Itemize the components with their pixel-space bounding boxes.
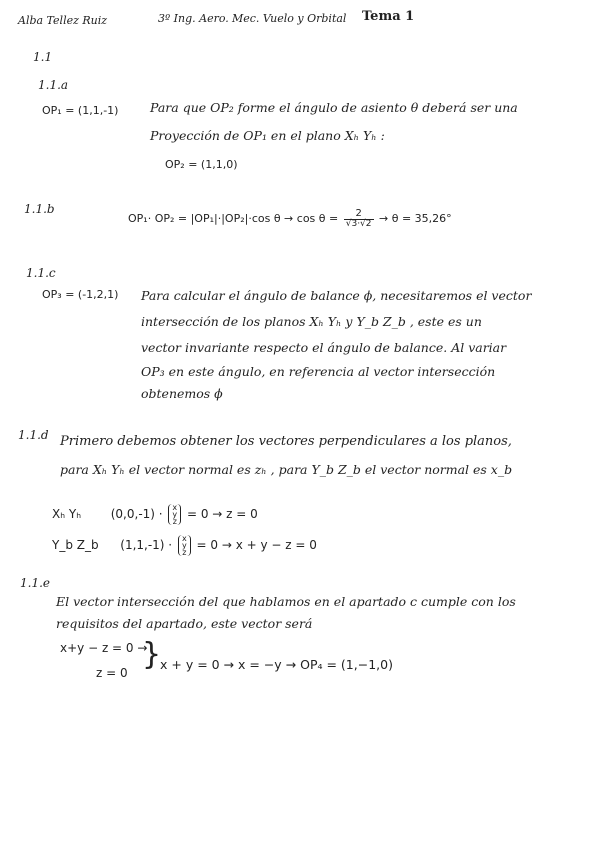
equation-left: OP₁· OP₂ = |OP₁|·|OP₂|·cos θ → cos θ =: [128, 212, 339, 225]
subsection-e-label: 1.1.e: [20, 576, 50, 590]
subsection-d-line1: Primero debemos obtener los vectores perpendiculares a los planos,: [60, 434, 512, 449]
topic-label: Tema 1: [362, 9, 415, 24]
plane-2-result: = 0 → x + y − z = 0: [196, 538, 317, 552]
subsection-a-line1: Para que OP₂ forme el ángulo de asiento θ deberá ser una: [150, 100, 518, 115]
system-equation-2: z = 0: [96, 666, 128, 680]
subsection-c-line4: OP₃ en este ángulo, en referencia al vector intersección: [141, 364, 496, 379]
plane-equation-2: [52, 535, 317, 556]
fraction-numerator: 2: [344, 209, 374, 220]
subsection-d-label: 1.1.d: [18, 428, 49, 442]
subsection-c-line2: intersección de los planos Xₕ Yₕ y Y_b Z_b , este es un: [141, 314, 482, 329]
subsection-d-line2: para Xₕ Yₕ el vector normal es zₕ , para Y_b Z_b el vector normal es x_b: [60, 462, 513, 477]
subsection-a-given: OP₁ = (1,1,-1): [42, 104, 119, 117]
subsection-c-line5: obtenemos ϕ: [141, 386, 223, 401]
plane-equation-1: [52, 504, 258, 525]
cos-fraction: [344, 209, 374, 229]
plane-2-normal: (1,1,-1) ·: [120, 538, 173, 552]
plane-1-label: Xₕ Yₕ: [52, 507, 82, 521]
subsection-c-line1: Para calcular el ángulo de balance ϕ, necesitaremos el vector: [141, 288, 532, 303]
system-brace: }: [142, 637, 162, 672]
xyz-column-vector: x y z: [168, 504, 181, 525]
subsection-a-result: OP₂ = (1,1,0): [165, 158, 238, 171]
subsection-c-label: 1.1.c: [26, 266, 56, 280]
plane-1-normal: (0,0,-1) ·: [110, 507, 163, 521]
author-name: Alba Tellez Ruiz: [18, 14, 108, 27]
plane-1-result: = 0 → z = 0: [186, 507, 258, 521]
subsection-a-line2: Proyección de OP₁ en el plano Xₕ Yₕ :: [150, 128, 385, 143]
subsection-e-line2: requisitos del apartado, este vector será: [56, 616, 313, 631]
subsection-b-label: 1.1.b: [24, 202, 55, 216]
subsection-e-result: x + y = 0 → x = −y → OP₄ = (1,−1,0): [160, 657, 393, 672]
subject-label: Mec. Vuelo y Orbital: [232, 12, 347, 25]
subsection-c-line3: vector invariante respecto el ángulo de balance. Al variar: [141, 340, 507, 355]
system-equation-1: x+y − z = 0 →: [60, 641, 148, 655]
subsection-c-given: OP₃ = (-1,2,1): [42, 288, 119, 301]
subsection-b-equation: [128, 209, 452, 229]
fraction-denominator: √3·√2: [345, 219, 372, 229]
section-heading: 1.1: [33, 50, 53, 64]
subsection-a-label: 1.1.a: [38, 78, 69, 92]
course-label: 3º Ing. Aero.: [158, 12, 229, 25]
subsection-e-line1: El vector intersección del que hablamos en el apartado c cumple con los: [56, 594, 516, 609]
plane-2-label: Y_b Z_b: [52, 538, 99, 552]
equation-right: → θ = 35,26°: [379, 212, 452, 225]
xyz-column-vector: x y z: [178, 535, 191, 556]
